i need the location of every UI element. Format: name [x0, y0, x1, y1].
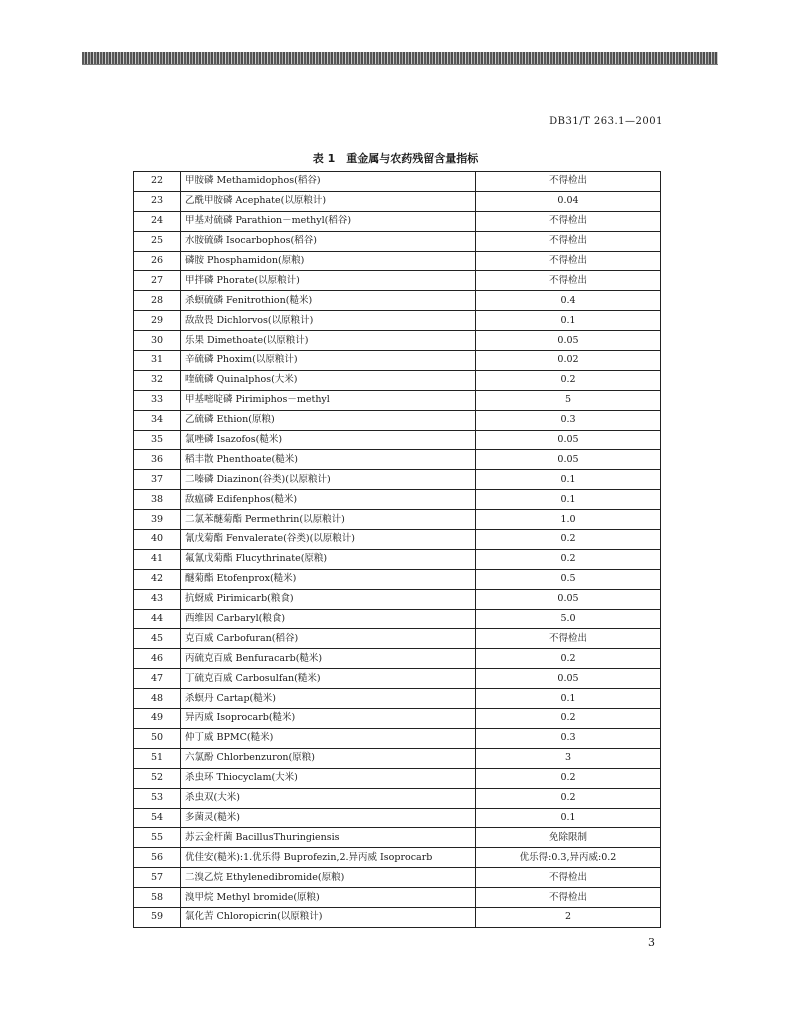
pesticide-name-cell: 溴甲烷 Methyl bromide(原粮): [181, 888, 476, 908]
table-row: [134, 709, 661, 729]
row-number-cell: 28: [134, 291, 181, 311]
pesticide-name-cell: 杀虫双(大米): [181, 788, 476, 808]
limit-value-cell: 0.1: [476, 689, 661, 709]
table-row: [134, 191, 661, 211]
limit-value-cell: 不得检出: [476, 868, 661, 888]
pesticide-name-cell: 氯化苦 Chloropicrin(以原粮计): [181, 907, 476, 927]
pesticide-name-cell: 克百威 Carbofuran(稻谷): [181, 629, 476, 649]
pesticide-name-cell: 杀螟硫磷 Fenitrothion(糙米): [181, 291, 476, 311]
limit-value-cell: 3: [476, 748, 661, 768]
row-number-cell: 59: [134, 907, 181, 927]
table-row: [134, 410, 661, 430]
limit-value-cell: 优乐得:0.3,异丙威:0.2: [476, 848, 661, 868]
limit-value-cell: 0.2: [476, 709, 661, 729]
row-number-cell: 32: [134, 370, 181, 390]
row-number-cell: 29: [134, 311, 181, 331]
row-number-cell: 38: [134, 490, 181, 510]
document-code: DB31/T 263.1—2001: [549, 116, 663, 127]
pesticide-name-cell: 敌敌畏 Dichlorvos(以原粮计): [181, 311, 476, 331]
pesticide-name-cell: 乙硫磷 Ethion(原粮): [181, 410, 476, 430]
row-number-cell: 56: [134, 848, 181, 868]
pesticide-name-cell: 优佳安(糙米):1.优乐得 Buprofezin,2.异丙威 Isoprocarb: [181, 848, 476, 868]
pesticide-name-cell: 敌瘟磷 Edifenphos(糙米): [181, 490, 476, 510]
residue-limits-table: [133, 171, 661, 928]
pesticide-name-cell: 水胺硫磷 Isocarbophos(稻谷): [181, 231, 476, 251]
row-number-cell: 52: [134, 768, 181, 788]
pesticide-name-cell: 丁硫克百威 Carbosulfan(糙米): [181, 669, 476, 689]
table-row: [134, 490, 661, 510]
limit-value-cell: 0.4: [476, 291, 661, 311]
page-number: 3: [648, 936, 655, 949]
row-number-cell: 49: [134, 709, 181, 729]
row-number-cell: 41: [134, 549, 181, 569]
limit-value-cell: 0.2: [476, 549, 661, 569]
table-row: [134, 351, 661, 371]
limit-value-cell: 0.1: [476, 311, 661, 331]
row-number-cell: 57: [134, 868, 181, 888]
limit-value-cell: 0.3: [476, 728, 661, 748]
row-number-cell: 34: [134, 410, 181, 430]
limit-value-cell: 0.3: [476, 410, 661, 430]
limit-value-cell: 0.05: [476, 430, 661, 450]
pesticide-name-cell: 稻丰散 Phenthoate(糙米): [181, 450, 476, 470]
pesticide-name-cell: 杀螟丹 Cartap(糙米): [181, 689, 476, 709]
pesticide-name-cell: 氯唑磷 Isazofos(糙米): [181, 430, 476, 450]
pesticide-name-cell: 苏云金杆菌 BacillusThuringiensis: [181, 828, 476, 848]
table-row: [134, 868, 661, 888]
row-number-cell: 27: [134, 271, 181, 291]
limit-value-cell: 0.04: [476, 191, 661, 211]
limit-value-cell: 0.5: [476, 569, 661, 589]
limit-value-cell: 0.02: [476, 351, 661, 371]
table-row: [134, 231, 661, 251]
row-number-cell: 46: [134, 649, 181, 669]
limit-value-cell: 免除限制: [476, 828, 661, 848]
table-row: [134, 211, 661, 231]
table-row: [134, 848, 661, 868]
pesticide-name-cell: 氟氰戊菊酯 Flucythrinate(原粮): [181, 549, 476, 569]
table-title: 表 1 重金属与农药残留含量指标: [312, 152, 479, 165]
table-row: [134, 530, 661, 550]
row-number-cell: 45: [134, 629, 181, 649]
limit-value-cell: 0.05: [476, 589, 661, 609]
table-row: [134, 669, 661, 689]
pesticide-name-cell: 抗蚜威 Pirimicarb(粮食): [181, 589, 476, 609]
row-number-cell: 42: [134, 569, 181, 589]
table-row: [134, 370, 661, 390]
pesticide-name-cell: 异丙威 Isoprocarb(糙米): [181, 709, 476, 729]
table-row: [134, 649, 661, 669]
limit-value-cell: 0.2: [476, 370, 661, 390]
pesticide-name-cell: 丙硫克百威 Benfuracarb(糙米): [181, 649, 476, 669]
row-number-cell: 37: [134, 470, 181, 490]
limit-value-cell: 不得检出: [476, 231, 661, 251]
header-rule-line: [82, 64, 718, 65]
pesticide-name-cell: 甲胺磷 Methamidophos(稻谷): [181, 172, 476, 192]
table-row: [134, 788, 661, 808]
row-number-cell: 50: [134, 728, 181, 748]
row-number-cell: 54: [134, 808, 181, 828]
row-number-cell: 44: [134, 609, 181, 629]
limit-value-cell: 0.1: [476, 490, 661, 510]
pesticide-name-cell: 仲丁威 BPMC(糙米): [181, 728, 476, 748]
limit-value-cell: 0.1: [476, 470, 661, 490]
limit-value-cell: 0.2: [476, 649, 661, 669]
table-row: [134, 390, 661, 410]
table-row: [134, 728, 661, 748]
header-rule: [82, 52, 718, 64]
row-number-cell: 31: [134, 351, 181, 371]
row-number-cell: 30: [134, 331, 181, 351]
table-row: [134, 450, 661, 470]
pesticide-name-cell: 西维因 Carbaryl(粮食): [181, 609, 476, 629]
table-row: [134, 828, 661, 848]
limit-value-cell: 0.2: [476, 530, 661, 550]
row-number-cell: 33: [134, 390, 181, 410]
pesticide-name-cell: 六氯酚 Chlorbenzuron(原粮): [181, 748, 476, 768]
pesticide-name-cell: 二溴乙烷 Ethylenedibromide(原粮): [181, 868, 476, 888]
limit-value-cell: 2: [476, 907, 661, 927]
limit-value-cell: 0.05: [476, 331, 661, 351]
pesticide-name-cell: 乙酰甲胺磷 Acephate(以原粮计): [181, 191, 476, 211]
limit-value-cell: 不得检出: [476, 251, 661, 271]
limit-value-cell: 不得检出: [476, 172, 661, 192]
table-row: [134, 589, 661, 609]
limit-value-cell: 5.0: [476, 609, 661, 629]
pesticide-name-cell: 二氯苯醚菊酯 Permethrin(以原粮计): [181, 510, 476, 530]
pesticide-name-cell: 喹硫磷 Quinalphos(大米): [181, 370, 476, 390]
row-number-cell: 22: [134, 172, 181, 192]
pesticide-name-cell: 醚菊酯 Etofenprox(糙米): [181, 569, 476, 589]
pesticide-name-cell: 甲基对硫磷 Parathion－methyl(稻谷): [181, 211, 476, 231]
table-row: [134, 510, 661, 530]
limit-value-cell: 不得检出: [476, 888, 661, 908]
table-row: [134, 629, 661, 649]
table-row: [134, 569, 661, 589]
limit-value-cell: 0.2: [476, 788, 661, 808]
pesticide-name-cell: 辛硫磷 Phoxim(以原粮计): [181, 351, 476, 371]
row-number-cell: 26: [134, 251, 181, 271]
table-row: [134, 271, 661, 291]
table-row: [134, 609, 661, 629]
pesticide-name-cell: 甲拌磷 Phorate(以原粮计): [181, 271, 476, 291]
table-row: [134, 549, 661, 569]
row-number-cell: 43: [134, 589, 181, 609]
limit-value-cell: 不得检出: [476, 211, 661, 231]
table-row: [134, 907, 661, 927]
pesticide-name-cell: 二嗪磷 Diazinon(谷类)(以原粮计): [181, 470, 476, 490]
row-number-cell: 36: [134, 450, 181, 470]
row-number-cell: 58: [134, 888, 181, 908]
row-number-cell: 23: [134, 191, 181, 211]
pesticide-name-cell: 甲基嘧啶磷 Pirimiphos－methyl: [181, 390, 476, 410]
table-row: [134, 172, 661, 192]
pesticide-name-cell: 氰戊菊酯 Fenvalerate(谷类)(以原粮计): [181, 530, 476, 550]
limit-value-cell: 0.1: [476, 808, 661, 828]
table-row: [134, 689, 661, 709]
pesticide-name-cell: 多菌灵(糙米): [181, 808, 476, 828]
table-row: [134, 748, 661, 768]
limit-value-cell: 1.0: [476, 510, 661, 530]
table-row: [134, 251, 661, 271]
table-row: [134, 291, 661, 311]
limit-value-cell: 不得检出: [476, 271, 661, 291]
row-number-cell: 24: [134, 211, 181, 231]
table-row: [134, 808, 661, 828]
row-number-cell: 25: [134, 231, 181, 251]
limit-value-cell: 0.05: [476, 669, 661, 689]
row-number-cell: 35: [134, 430, 181, 450]
row-number-cell: 51: [134, 748, 181, 768]
row-number-cell: 39: [134, 510, 181, 530]
limit-value-cell: 不得检出: [476, 629, 661, 649]
table-row: [134, 768, 661, 788]
table-row: [134, 311, 661, 331]
row-number-cell: 55: [134, 828, 181, 848]
table-row: [134, 331, 661, 351]
limit-value-cell: 5: [476, 390, 661, 410]
table-row: [134, 430, 661, 450]
pesticide-name-cell: 杀虫环 Thiocyclam(大米): [181, 768, 476, 788]
pesticide-name-cell: 磷胺 Phosphamidon(原粮): [181, 251, 476, 271]
limit-value-cell: 0.2: [476, 768, 661, 788]
row-number-cell: 53: [134, 788, 181, 808]
table-row: [134, 470, 661, 490]
pesticide-name-cell: 乐果 Dimethoate(以原粮计): [181, 331, 476, 351]
limit-value-cell: 0.05: [476, 450, 661, 470]
row-number-cell: 40: [134, 530, 181, 550]
row-number-cell: 48: [134, 689, 181, 709]
table-row: [134, 888, 661, 908]
row-number-cell: 47: [134, 669, 181, 689]
